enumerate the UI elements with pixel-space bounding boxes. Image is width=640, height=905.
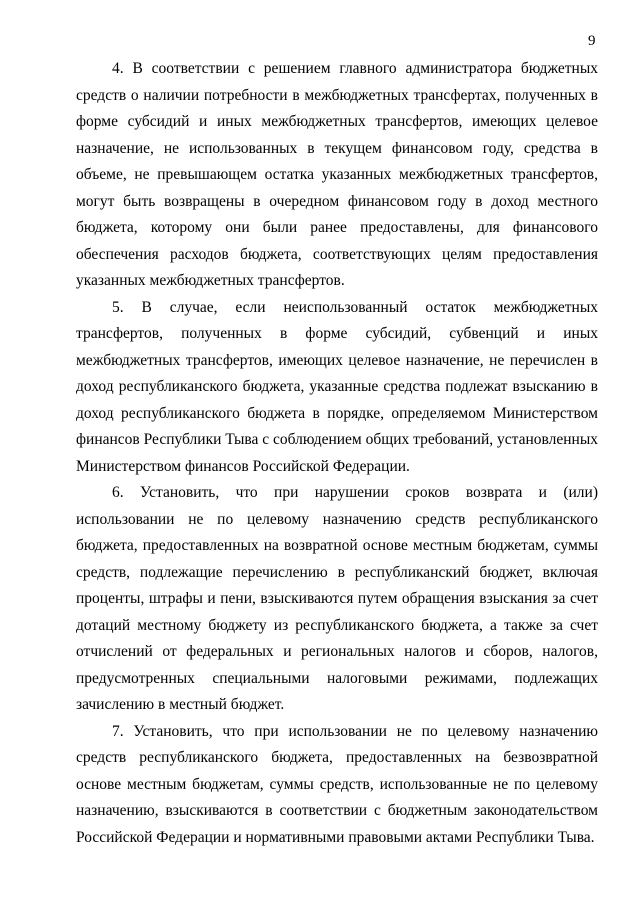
page-number: 9 <box>588 33 596 49</box>
paragraph-5: 5. В случае, если неиспользованный остаток межбюджетных трансфертов, полученных в форме субсидий, субвенций и иных межбюджетных трансфертов, имеющих целевое назначение, не перечислен в доход республиканского бюджета, указанные средства подлежат взысканию в доход республиканского бюджета в порядке, определяемом Министерством финансов Республики Тыва с соблюдением общих требований, установленных Министерством финансов Российской Федерации. <box>76 298 598 475</box>
paragraph-6: 6. Установить, что при нарушении сроков возврата и (или) использовании не по целевому назначению средств республиканского бюджета, предоставленных на возвратной основе местным бюджетам, суммы средств, подлежащие перечислению в республиканский бюджет, включая проценты, штрафы и пени, взыскиваются путем обращения взыскания за счет дотаций местному бюджету из республиканского бюджета, а также за счет отчислений от федеральных и региональных налогов и сборов, налогов, предусмотренных специальными налоговыми режимами, подлежащих зачислению в местный бюджет. <box>76 484 598 713</box>
paragraph-4: 4. В соответствии с решением главного администратора бюджетных средств о наличии потребности в межбюджетных трансфертах, полученных в форме субсидий и иных межбюджетных трансфертов, имеющих целевое назначение, не использованных в текущем финансовом году, средства в объеме, не превышающем остатка указанных межбюджетных трансфертов, могут быть возвращены в очередном финансовом году в доход местного бюджета, которому они были ранее предоставлены, для финансового обеспечения расходов бюджета, соответствующих целям предоставления указанных межбюджетных трансфертов. <box>76 60 598 289</box>
paragraph-7: 7. Установить, что при использовании не по целевому назначению средств республиканского бюджета, предоставленных на безвозвратной основе местным бюджетам, суммы средств, использованные не по целевому назначению, взыскиваются в соответствии с бюджетным законодательством Российской Федерации и нормативными правовыми актами Республики Тыва. <box>76 722 598 846</box>
document-body <box>76 56 598 851</box>
